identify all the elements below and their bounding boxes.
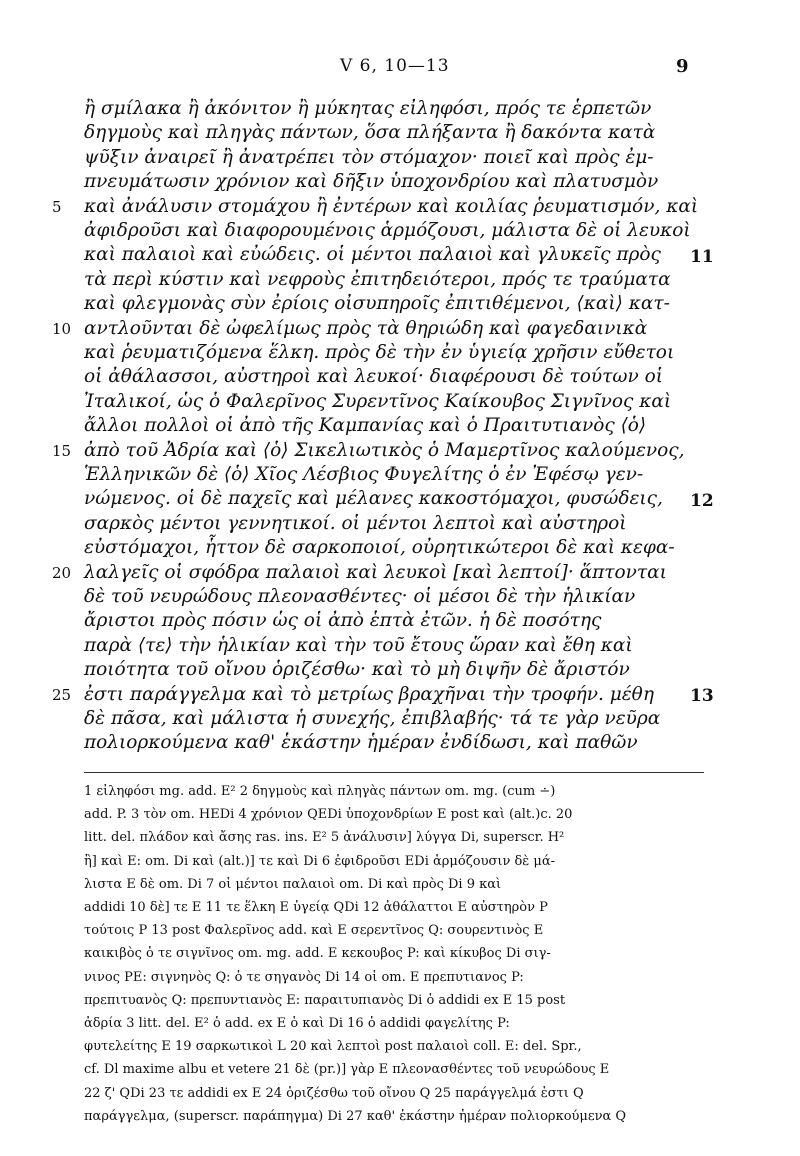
text-line: ψῦξιν ἀναιρεῖ ἢ ἀνατρέπει τὸν στόμαχον· ποιεῖ καὶ πρὸς ἐμ- xyxy=(84,146,654,168)
text-line: ἐστι παράγγελμα καὶ τὸ μετρίως βραχῆναι τὴν τροφήν. μέθη xyxy=(84,683,654,705)
text-line: ἀπὸ τοῦ Ἀδρία καὶ ⟨ὁ⟩ Σικελιωτικὸς ὁ Μαμερτῖνος καλούμενος, xyxy=(84,439,685,461)
line-number: 20 xyxy=(52,563,72,582)
apparatus-line: λιστα E δὲ om. Di 7 οἱ μέντοι παλαιοὶ om. Di καὶ πρὸς Di 9 καὶ xyxy=(84,876,502,892)
text-line: νώμενος. οἱ δὲ παχεῖς καὶ μέλανες κακοστόμαχοι, φυσώδεις, xyxy=(84,488,663,510)
text-line: ποιότητα τοῦ οἴνου ὁριζέσθω· καὶ τὸ μὴ διψῆν δὲ ἄριστόν xyxy=(84,659,630,681)
apparatus-line: ἀδρία 3 litt. del. E² ὁ add. ex E ὁ καὶ Di 16 ὁ addidi φαγελίτης P: xyxy=(84,1016,510,1031)
text-line: Ἑλληνικῶν δὲ ⟨ὁ⟩ Χῖος Λέσβιος Φυγελίτης ὁ ἐν Ἐφέσῳ γεν- xyxy=(84,464,644,485)
line-number: 10 xyxy=(52,319,72,338)
apparatus-line: φυτελείτης E 19 σαρκωτικοὶ L 20 καὶ λεπτοὶ post παλαιοὶ coll. E: del. Spr., xyxy=(84,1039,582,1055)
text-line: τὰ περὶ κύστιν καὶ νεφροὺς ἐπιτηδειότεροι, πρός τε τραύματα xyxy=(84,268,671,290)
apparatus-line: cf. Dl maxime albu et vetere 21 δὲ (pr.)] γὰρ E πλεονασθέντες τοῦ νευρώδους E xyxy=(84,1062,610,1078)
text-line: οἱ ἀθάλασσοι, αὐστηροὶ καὶ λευκοί· διαφέρουσι δὲ τούτων οἱ xyxy=(84,366,663,388)
apparatus-line: litt. del. πλάδον καὶ ἄσης ras. ins. E² 5 ἀνάλυσιν] λύγγα Di, superscr. H² xyxy=(84,830,565,846)
text-line: καὶ ῥευματιζόμενα ἕλκη. πρὸς δὲ τὴν ἐν ὑγιείᾳ χρῆσιν εὔθετοι xyxy=(84,342,675,363)
running-head xyxy=(0,56,800,86)
line-number: 5 xyxy=(52,197,62,216)
margin-section-number: 13 xyxy=(690,686,714,706)
running-head-title: V 6, 10—13 xyxy=(340,56,450,76)
line-number: 25 xyxy=(52,685,72,704)
text-line: παρὰ ⟨τε⟩ τὴν ἡλικίαν καὶ τὴν τοῦ ἔτους ὥραν καὶ ἔθη καὶ xyxy=(84,634,633,656)
text-line: δὲ πᾶσα, καὶ μάλιστα ἡ συνεχής, ἐπιβλαβής· τά τε γὰρ νεῦρα xyxy=(84,708,661,729)
apparatus-line: 1 εἰληφόσι mg. add. E² 2 δηγμοὺς καὶ πληγὰς πάντων om. mg. (cum ∸) xyxy=(84,784,556,799)
text-line: καὶ παλαιοὶ καὶ εὐώδεις. οἱ μέντοι παλαιοὶ καὶ γλυκεῖς πρὸς xyxy=(84,244,661,266)
apparatus-line: παράγγελμα, (superscr. παράπηγμα) Di 27 καθ' ἑκάστην ἡμέραν πολιορκούμενα Q xyxy=(84,1108,627,1124)
apparatus-line: πρεπιτυανὸς Q: πρεπυντιανὸς E: παραιτυπιανὸς Di ὁ addidi ex E 15 post xyxy=(84,992,566,1008)
apparatus-line: add. P. 3 τὸν om. HEDi 4 χρόνιον QEDi ὑποχονδρίων E post καὶ (alt.)c. 20 xyxy=(84,807,573,823)
text-line: πνευμάτωσιν χρόνιον καὶ δῆξιν ὑποχονδρίου καὶ πλατυσμὸν xyxy=(84,171,659,193)
apparatus-line: καικιβὸς ὁ τε σιγνῖνος om. mg. add. E κεκουβος P: καὶ κίκυβος Di σιγ- xyxy=(84,946,551,962)
apparatus-line: ἢ] καὶ E: om. Di καὶ (alt.)] τε καὶ Di 6 ἐφιδροῦσι EDi ἁρμόζουσιν δὲ μά- xyxy=(84,853,556,869)
text-line: εὐστόμαχοι, ἧττον δὲ σαρκοποιοί, οὐρητικώτεροι δὲ καὶ κεφα- xyxy=(84,537,675,559)
apparatus-divider xyxy=(84,772,704,773)
text-line: ἄλλοι πολλοὶ οἱ ἀπὸ τῆς Καμπανίας καὶ ὁ Πραιτυτιανὸς ⟨ὁ⟩ xyxy=(84,415,647,437)
page-number: 9 xyxy=(676,56,689,77)
apparatus-line: addidi 10 δὲ] τε E 11 τε ἕλκη E ὑγείᾳ QDi 12 ἀθάλαττοι E αὐστηρὸν P xyxy=(84,900,548,915)
text-line: πολιορκούμενα καθ' ἑκάστην ἡμέραν ἐνδίδωσι, καὶ παθῶν xyxy=(84,732,638,754)
apparatus-line: τούτοις P 13 post Φαλερῖνος add. καὶ E σερεντῖνος Q: σουρεντινὸς E xyxy=(84,923,544,939)
text-line: αντλοῦνται δὲ ὠφελίμως πρὸς τὰ θηριώδη καὶ φαγεδαινικὰ xyxy=(84,317,648,339)
margin-section-number: 11 xyxy=(690,247,714,267)
text-line: ἄριστοι πρὸς πόσιν ὡς οἱ ἀπὸ ἑπτὰ ἐτῶν. ἡ δὲ ποσότης xyxy=(84,610,602,632)
text-line: δηγμοὺς καὶ πληγὰς πάντων, ὅσα πλήξαντα ἢ δακόντα κατὰ xyxy=(84,122,656,144)
text-line: δὲ τοῦ νευρώδους πλεονασθέντες· οἱ μέσοι δὲ τὴν ἡλικίαν xyxy=(84,586,636,607)
text-line: ἀφιδροῦσι καὶ διαφορουμένοις ἁρμόζουσι, μάλιστα δὲ οἱ λευκοὶ xyxy=(84,220,691,241)
line-number: 15 xyxy=(52,441,72,460)
text-line: σαρκὸς μέντοι γεννητικοί. οἱ μέντοι λεπτοὶ καὶ αὐστηροὶ xyxy=(84,512,627,534)
margin-section-number: 12 xyxy=(690,491,714,511)
text-line: Ἰταλικοί, ὡς ὁ Φαλερῖνος Συρεντῖνος Καίκουβος Σιγνῖνος καὶ xyxy=(84,390,672,412)
apparatus-line: 22 ζ' QDi 23 τε addidi ex E 24 ὁριζέσθω τοῦ οἴνου Q 25 παράγγελμά ἐστι Q xyxy=(84,1085,584,1101)
apparatus-line: νινος PE: σιγνηνὸς Q: ὁ τε σηγανὸς Di 14 οἱ om. E πρεπυτιανος P: xyxy=(84,969,524,985)
text-line: ἢ σμίλακα ἢ ἀκόνιτον ἢ μύκητας εἰληφόσι, πρός τε ἑρπετῶν xyxy=(84,98,652,119)
text-line: καὶ ἀνάλυσιν στομάχου ἢ ἐντέρων καὶ κοιλίας ῥευματισμόν, καὶ xyxy=(84,195,699,217)
text-line: καὶ φλεγμονὰς σὺν ἐρίοις οἰσυπηροῖς ἐπιτιθέμενοι, ⟨καὶ⟩ κατ- xyxy=(84,293,670,315)
text-line: λαλγεῖς οἱ σφόδρα παλαιοὶ καὶ λευκοὶ [καὶ λεπτοί]· ἅπτονται xyxy=(84,561,667,583)
